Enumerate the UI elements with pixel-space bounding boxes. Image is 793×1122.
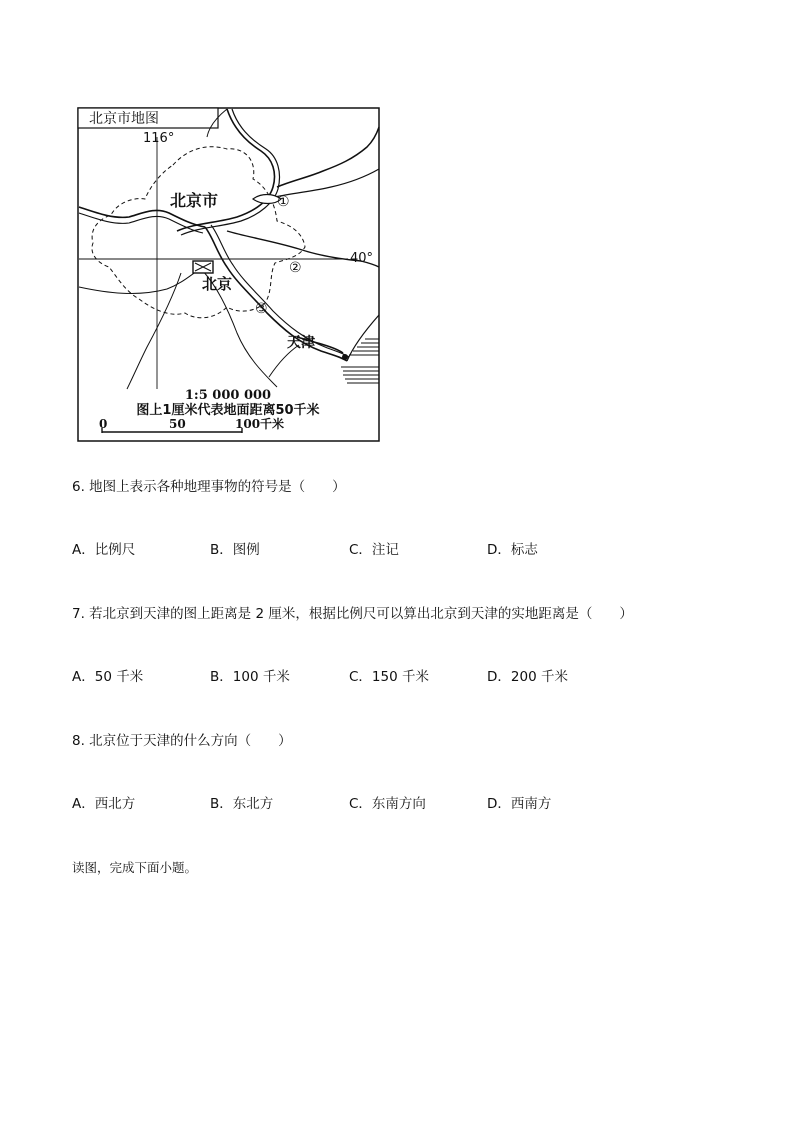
question-8-stem: 8. 北京位于天津的什么方向（ ） — [72, 733, 292, 749]
question-7-option-d[interactable]: D．200 千米 — [487, 669, 568, 685]
question-6-option-b[interactable]: B．图例 — [210, 542, 260, 558]
marker-2: ② — [289, 260, 302, 276]
longitude-label: 116° — [143, 131, 175, 146]
marker-1: ① — [277, 194, 290, 210]
latitude-label: 40° — [350, 251, 374, 266]
question-7-option-b[interactable]: B．100 千米 — [210, 669, 290, 685]
tianjin-label: 天津 — [287, 335, 315, 351]
scale-tick-0: 0 — [99, 417, 108, 431]
question-6-option-d[interactable]: D．标志 — [487, 542, 538, 558]
question-6-option-c[interactable]: C．注记 — [349, 542, 399, 558]
beijing-label: 北京 — [202, 275, 233, 293]
scale-ratio: 1:5 000 000 — [184, 388, 272, 403]
map-svg — [77, 107, 380, 442]
question-8-option-a[interactable]: A．西北方 — [72, 796, 136, 812]
tianjin-city-symbol — [342, 354, 348, 360]
question-8-option-d[interactable]: D．西南方 — [487, 796, 552, 812]
question-7-option-a[interactable]: A．50 千米 — [72, 669, 144, 685]
question-8-option-c[interactable]: C．东南方向 — [349, 796, 426, 812]
reading-instruction: 读图，完成下面小题。 — [72, 860, 198, 875]
beijing-map-figure — [77, 107, 380, 442]
scale-description: 图上1厘米代表地面距离50千米 — [136, 403, 320, 418]
map-title: 北京市地图 — [89, 111, 159, 127]
question-7-option-c[interactable]: C．150 千米 — [349, 669, 429, 685]
marker-3: ③ — [255, 301, 268, 317]
region-label: 北京市 — [170, 191, 219, 210]
scale-tick-50: 50 — [169, 417, 186, 431]
question-8-option-b[interactable]: B．东北方 — [210, 796, 274, 812]
question-6-option-a[interactable]: A．比例尺 — [72, 542, 136, 558]
question-6-stem: 6. 地图上表示各种地理事物的符号是（ ） — [72, 479, 346, 495]
question-7-stem: 7. 若北京到天津的图上距离是 2 厘米，根据比例尺可以算出北京到天津的实地距离是（ ） — [72, 606, 633, 622]
scale-tick-100: 100千米 — [235, 417, 285, 431]
